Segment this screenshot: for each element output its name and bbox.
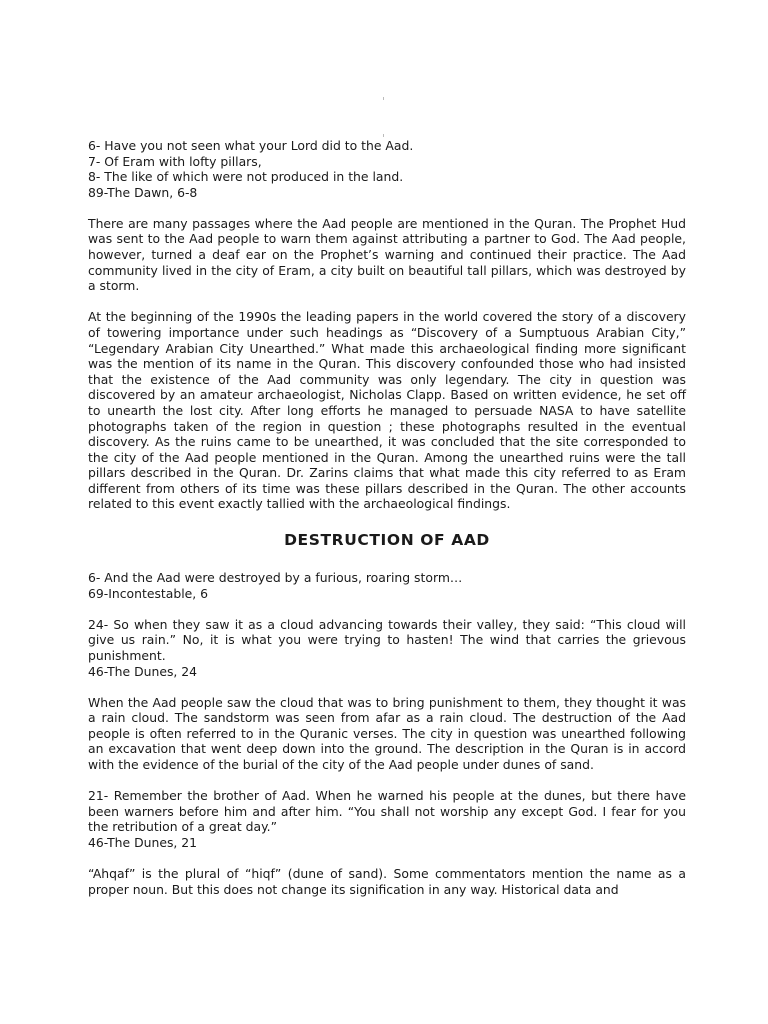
paragraph-text: When the Aad people saw the cloud that was to bring punishment to them, they thought it was a rain cloud. The sandstorm was seen from afar as a rain cloud. The destruction of the Aad people is often referred to in the Quranic verses. The city in question was unearthed following an excavation that went deep down into the ground. The description in the Quran is in accord with the evidence of the burial of the city of the Aad people under dunes of sand. (88, 694, 686, 772)
verse-block-brother (88, 788, 686, 850)
verse-text: 6- And the Aad were destroyed by a furious, roaring storm… (88, 570, 463, 586)
scan-mark (383, 97, 384, 100)
verse-text: 24- So when they saw it as a cloud advancing towards their valley, they said: “This cloud will give us rain.” No, it is what you were trying to hasten! The wind that carries the grievous punishment. (88, 616, 686, 663)
paragraph-ahqaf (88, 866, 686, 897)
verse-reference: 46-The Dunes, 21 (88, 834, 198, 850)
verse-line: 8- The like of which were not produced in the land. (88, 169, 404, 185)
verse-text: 21- Remember the brother of Aad. When he warned his people at the dunes, but there have been warners before him and after him. “You shall not worship any except God. I fear for you the retribution of a great day.” (88, 788, 686, 835)
document-page (88, 138, 686, 913)
verse-reference: 89-The Dawn, 6-8 (88, 184, 198, 200)
paragraph-text: There are many passages where the Aad people are mentioned in the Quran. The Prophet Hud was sent to the Aad people to warn them against attributing a partner to God. The Aad people, however, turned a deaf ear on the Prophet’s warning and continued their practice. The Aad community lived in the city of Eram, a city built on beautiful tall pillars, which was destroyed by a storm. (88, 215, 686, 294)
verse-reference: 46-The Dunes, 24 (88, 663, 198, 679)
verse-block-cloud (88, 617, 686, 679)
paragraph-sandstorm (88, 695, 686, 773)
paragraph-passages (88, 216, 686, 294)
verse-line: 6- Have you not seen what your Lord did to the Aad. (88, 138, 414, 153)
section-heading: DESTRUCTION OF AAD (284, 531, 490, 550)
verse-block-storm (88, 570, 686, 601)
paragraph-discovery (88, 309, 686, 512)
scan-mark (383, 134, 384, 137)
verse-block-dawn (88, 138, 686, 200)
verse-reference: 69-Incontestable, 6 (88, 585, 209, 601)
paragraph-text: At the beginning of the 1990s the leading papers in the world covered the story of a discovery of towering importance under such headings as “Discovery of a Sumptuous Arabian City,” “Legendary Arabian City Unearthed.” What made this archaeological finding more significant was the mention of its name in the Quran. This discovery confounded those who had insisted that the existence of the Aad community was only legendary. The city in question was discovered by an amateur archaeologist, Nicholas Clapp. Based on written evidence, he set off to unearth the lost city. After long efforts he managed to persuade NASA to have satellite photographs taken of the region in question ; these photographs resulted in the eventual discovery. As the ruins came to be unearthed, it was concluded that the site corresponded to the city of the Aad people mentioned in the Quran. Among the unearthed ruins were the tall pillars described in the Quran. Dr. Zarins claims that what made this city referred to as Eram different from others of its time was these pillars described in the Quran. The other accounts related to this event exactly tallied with the archaeological findings. (88, 309, 686, 512)
paragraph-text: “Ahqaf” is the plural of “hiqf” (dune of sand). Some commentators mention the name as a proper noun. But this does not change its signification in any way. Historical data and (88, 865, 686, 897)
verse-line: 7- Of Eram with lofty pillars, (88, 153, 262, 169)
